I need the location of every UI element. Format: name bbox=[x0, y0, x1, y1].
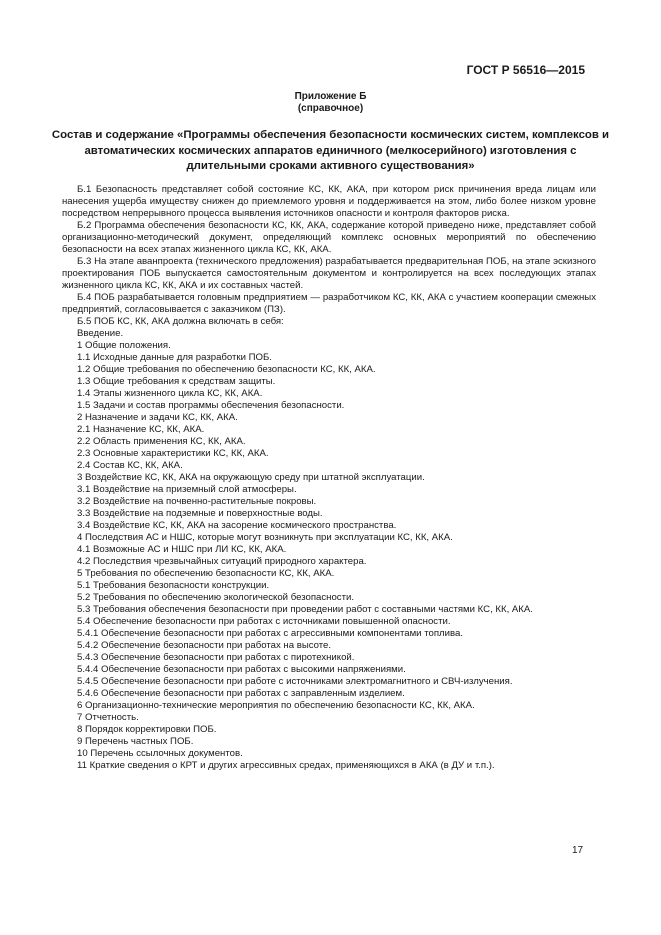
paragraph: Б.1 Безопасность представляет собой состояние КС, КК, АКА, при котором риск причинения вреда лицам или нанесения ущерба имуществу снижен до приемлемого уровня и поддерживается на этом, либо более низком уровне посредством непрерывного процесса выявления источников опасности и контроля факторов риска. bbox=[62, 184, 596, 219]
contents-item: 2.2 Область применения КС, КК, АКА. bbox=[77, 436, 246, 447]
contents-item: 4.2 Последствия чрезвычайных ситуаций природного характера. bbox=[77, 556, 367, 567]
contents-item: 5.2 Требования по обеспечению экологической безопасности. bbox=[77, 592, 355, 603]
contents-item: 8 Порядок корректировки ПОБ. bbox=[77, 724, 217, 735]
contents-item: 5.4.2 Обеспечение безопасности при работах на высоте. bbox=[77, 640, 332, 651]
contents-item: 1.3 Общие требования к средствам защиты. bbox=[77, 376, 276, 387]
contents-item: Введение. bbox=[77, 328, 124, 339]
contents-item: 5 Требования по обеспечению безопасности КС, КК, АКА. bbox=[77, 568, 335, 579]
contents-item: 4.1 Возможные АС и НШС при ЛИ КС, КК, АКА. bbox=[77, 544, 287, 555]
contents-list bbox=[62, 328, 596, 772]
contents-item: 5.3 Требования обеспечения безопасности при проведении работ с составными частями КС, КК, АКА. bbox=[77, 604, 533, 615]
contents-item: 3.1 Воздействие на приземный слой атмосферы. bbox=[77, 484, 297, 495]
contents-item: 5.4.6 Обеспечение безопасности при работах с заправленным изделием. bbox=[77, 688, 405, 699]
contents-item: 3.3 Воздействие на подземные и поверхностные воды. bbox=[77, 508, 323, 519]
contents-item: 1.5 Задачи и состав программы обеспечения безопасности. bbox=[77, 400, 345, 411]
annex-title: Приложение Б bbox=[294, 91, 367, 102]
document-body bbox=[62, 184, 596, 772]
annex-type: (справочное) bbox=[297, 103, 364, 114]
contents-item: 2.4 Состав КС, КК, АКА. bbox=[77, 460, 183, 471]
paragraph: Б.4 ПОБ разрабатывается головным предприятием — разработчиком КС, КК, АКА с участием кооперации смежных предприятий, согласовывается с заказчиком (ПЗ). bbox=[62, 292, 596, 315]
contents-item: 5.4.1 Обеспечение безопасности при работах с агрессивными компонентами топлива. bbox=[77, 628, 463, 639]
contents-item: 4 Последствия АС и НШС, которые могут возникнуть при эксплуатации КС, КК, АКА. bbox=[77, 532, 453, 543]
contents-item: 6 Организационно-технические мероприятия по обеспечению безопасности КС, КК, АКА. bbox=[77, 700, 475, 711]
page-number: 17 bbox=[572, 845, 584, 856]
contents-item: 11 Краткие сведения о КРТ и других агрессивных средах, применяющихся в АКА (в ДУ и т.п.). bbox=[77, 760, 495, 771]
contents-item: 5.4.4 Обеспечение безопасности при работах с высокими напряжениями. bbox=[77, 664, 406, 675]
contents-item: 1 Общие положения. bbox=[77, 340, 171, 351]
contents-item: 7 Отчетность. bbox=[77, 712, 139, 723]
contents-item: 2 Назначение и задачи КС, КК, АКА. bbox=[77, 412, 238, 423]
contents-item: 2.3 Основные характеристики КС, КК, АКА. bbox=[77, 448, 269, 459]
standard-designation: ГОСТ Р 56516—2015 bbox=[466, 63, 585, 77]
paragraph: Б.3 На этапе аванпроекта (технического предложения) разрабатывается предварительная ПОБ, на этапе эскизного проектирования ПОБ выпускается самостоятельным документом и контролируется на всех последующих этапах жизненного цикла КС, КК, АКА и их составных частей. bbox=[62, 256, 596, 291]
contents-item: 3.4 Воздействие КС, КК, АКА на засорение космического пространства. bbox=[77, 520, 397, 531]
contents-item: 9 Перечень частных ПОБ. bbox=[77, 736, 194, 747]
contents-item: 5.4.3 Обеспечение безопасности при работах с пиротехникой. bbox=[77, 652, 355, 663]
contents-item: 5.4 Обеспечение безопасности при работах с источниками повышенной опасности. bbox=[77, 616, 451, 627]
contents-item: 5.4.5 Обеспечение безопасности при работе с источниками электромагнитного и СВЧ-излучения. bbox=[77, 676, 513, 687]
contents-item: 3 Воздействие КС, КК, АКА на окружающую среду при штатной эксплуатации. bbox=[77, 472, 425, 483]
section-title: Состав и содержание «Программы обеспечения безопасности космических систем, комплексов и автоматических космических аппаратов единичного (мелкосерийного) изготовления с длительными сроками активного существования» bbox=[51, 129, 610, 172]
contents-item: 2.1 Назначение КС, КК, АКА. bbox=[77, 424, 205, 435]
contents-item: 1.2 Общие требования по обеспечению безопасности КС, КК, АКА. bbox=[77, 364, 376, 375]
contents-item: 1.4 Этапы жизненного цикла КС, КК, АКА. bbox=[77, 388, 263, 399]
contents-item: 3.2 Воздействие на почвенно-растительные покровы. bbox=[77, 496, 317, 507]
paragraph: Б.2 Программа обеспечения безопасности КС, КК, АКА, содержание которой приведено ниже, представляет собой организационно-методический документ, определяющий комплекс основных мероприятий по обеспечению безопасности на всех этапах жизненного цикла КС, КК, АКА. bbox=[62, 220, 596, 255]
paragraph: Б.5 ПОБ КС, КК, АКА должна включать в себя: bbox=[77, 316, 284, 327]
contents-item: 10 Перечень ссылочных документов. bbox=[77, 748, 243, 759]
contents-item: 1.1 Исходные данные для разработки ПОБ. bbox=[77, 352, 272, 363]
annex-heading bbox=[0, 91, 661, 115]
contents-item: 5.1 Требования безопасности конструкции. bbox=[77, 580, 270, 591]
